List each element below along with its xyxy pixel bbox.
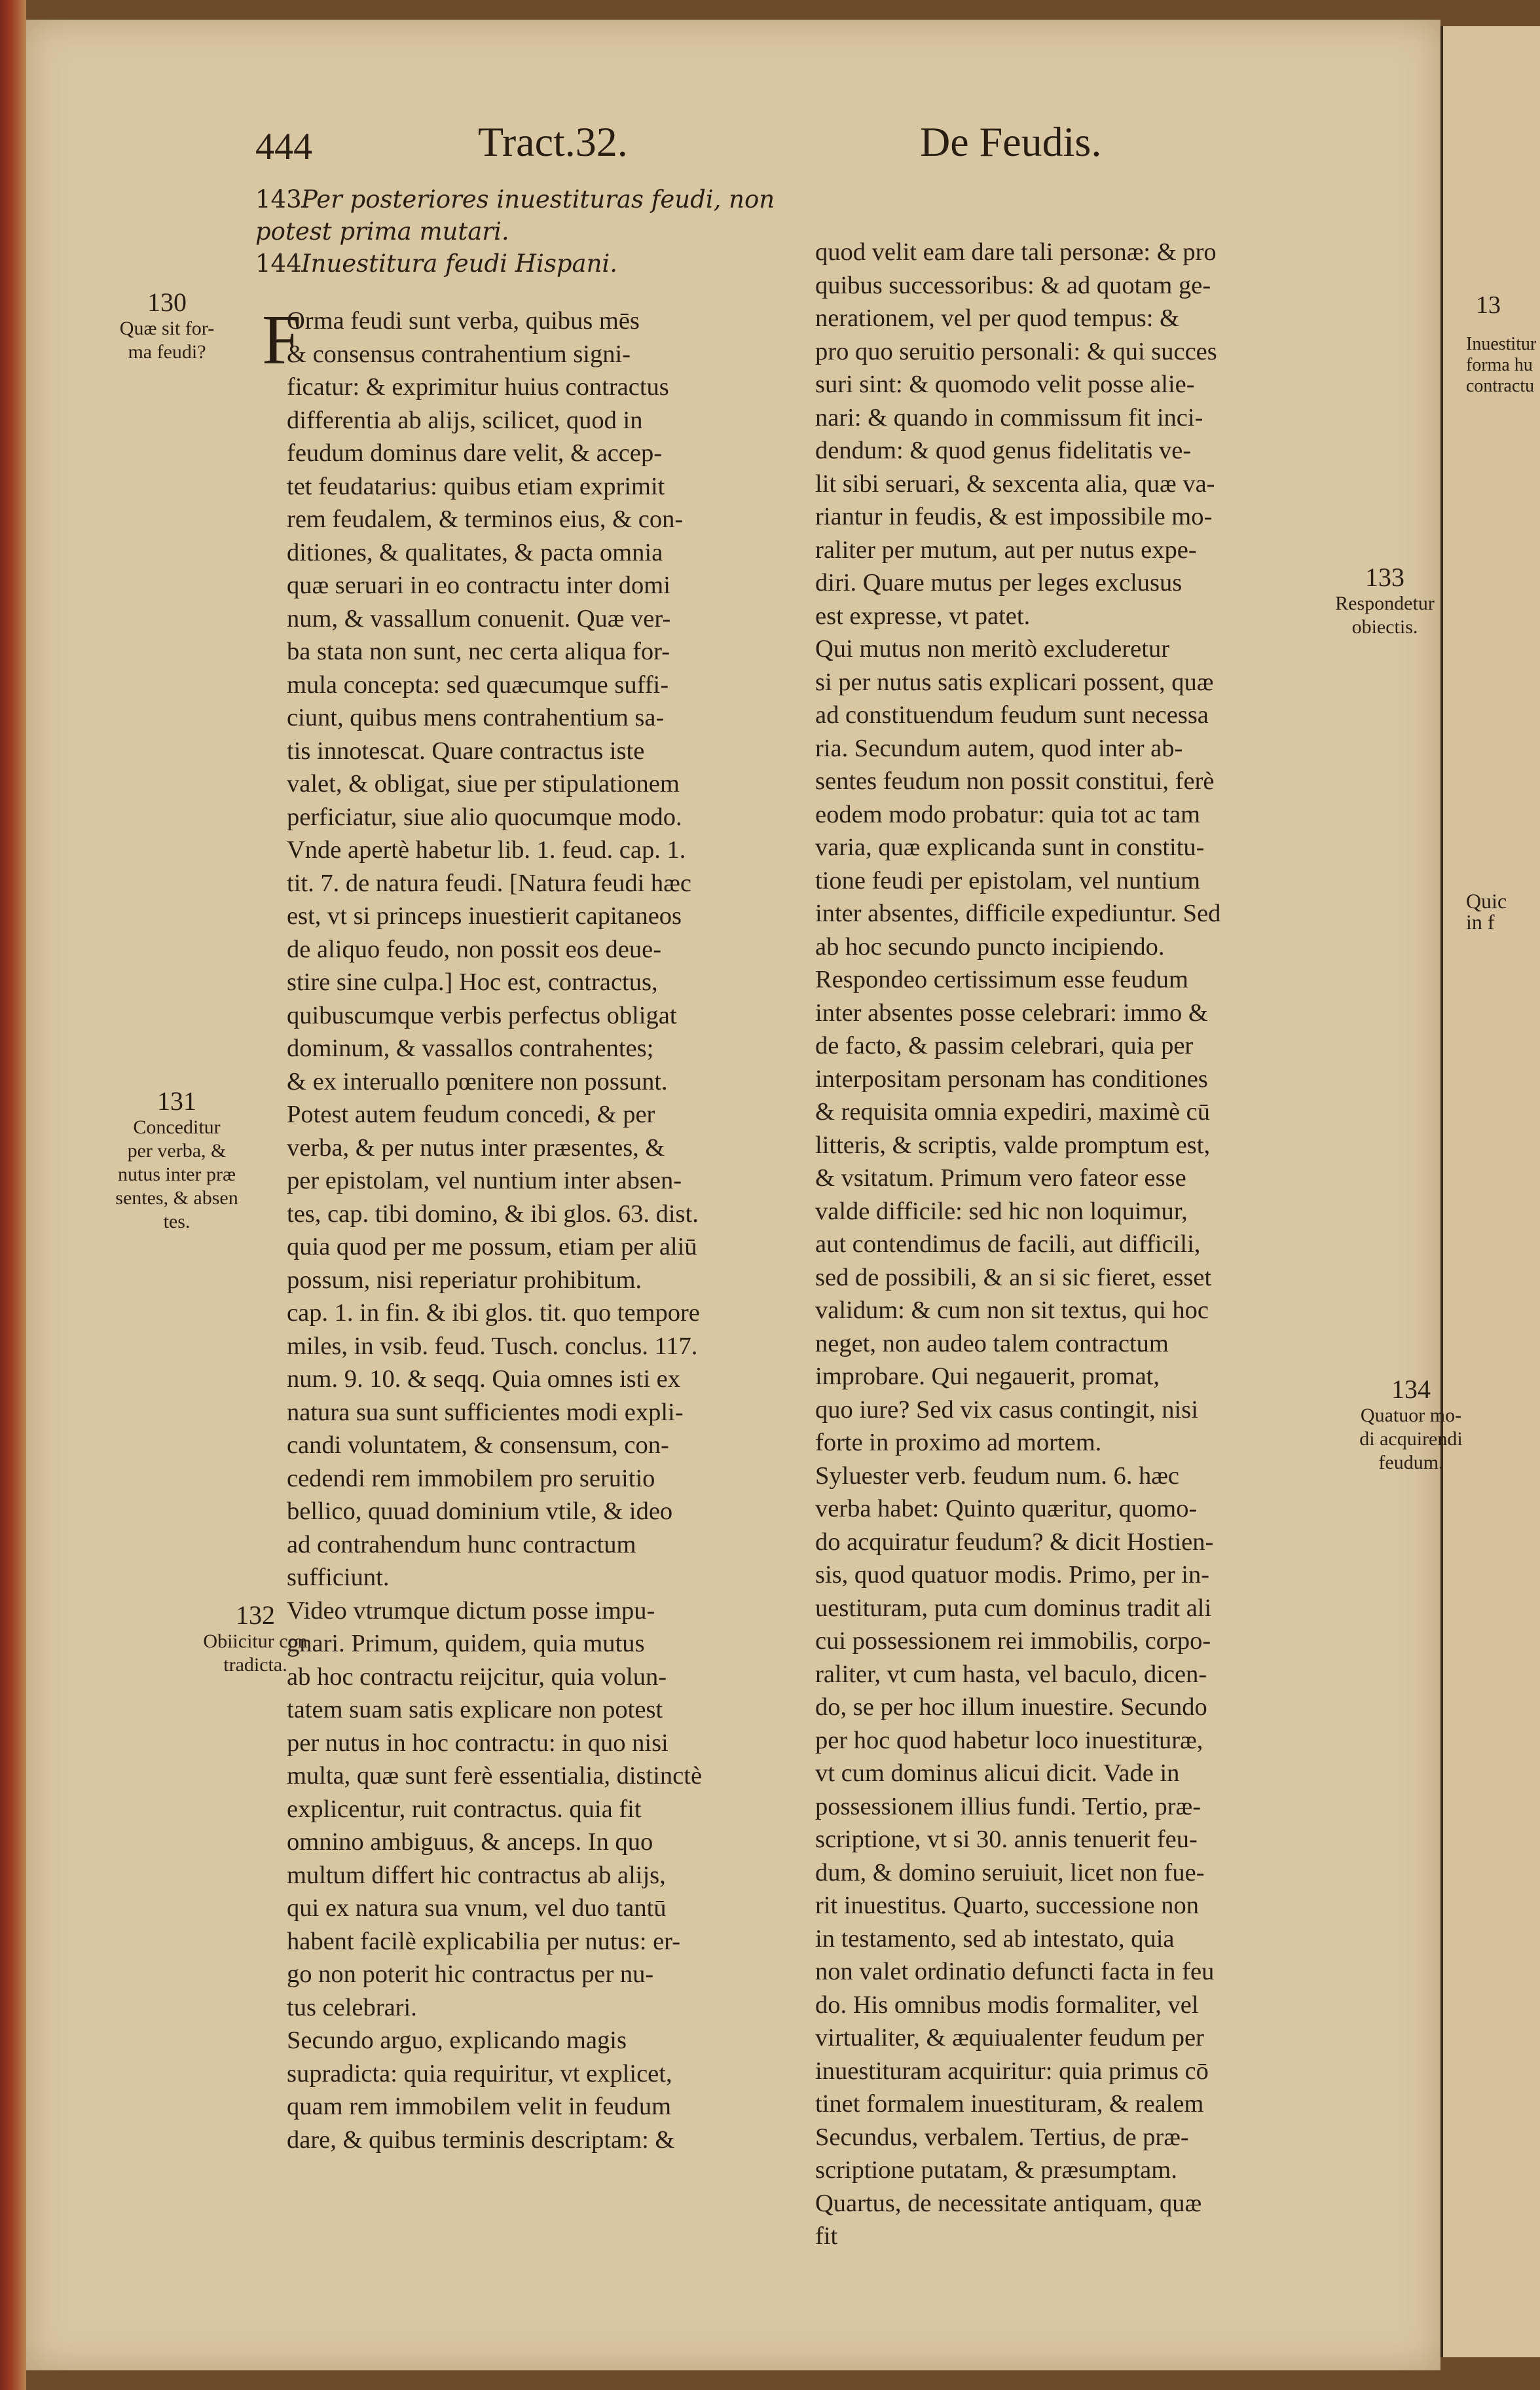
left-text-column <box>287 304 824 2156</box>
right-text-line: sis, quod quatuor modis. Primo, per in- <box>815 1561 1210 1589</box>
right-text-line: raliter, vt cum hasta, vel baculo, dicen- <box>815 1660 1207 1688</box>
right-text-line: diri. Quare mutus per leges exclusus <box>815 569 1182 597</box>
right-text-line: scriptione, vt si 30. annis tenuerit feu- <box>815 1826 1198 1853</box>
next-page-text-fragment: Quic in f <box>1466 889 1507 934</box>
left-text-line: quæ seruari in eo contractu inter domi <box>287 572 670 599</box>
left-text-line: Video vtrumque dictum posse impu- <box>287 1596 655 1625</box>
margin-note: 130 Quæ sit for- ma feudi? <box>119 287 215 363</box>
margin-note: 131 Conceditur per verba, & nutus inter præ sentes, & absen tes. <box>115 1086 238 1232</box>
right-text-line: Respondeo certissimum esse feudum <box>815 966 1188 993</box>
right-text-line: suri sint: & quomodo velit posse alie- <box>815 371 1195 398</box>
right-text-line: interpositam personam has conditiones <box>815 1065 1208 1093</box>
left-text-line: gnari. Primum, quidem, quia mutus <box>287 1630 645 1657</box>
right-text-line: dum, & domino seruiuit, licet non fue- <box>815 1858 1205 1886</box>
right-text-line: litteris, & scriptis, valde promptum est, <box>815 1131 1211 1159</box>
left-text-line: quam rem immobilem velit in feudum <box>287 2093 672 2120</box>
left-text-line: tatem suam satis explicare non potest <box>287 1696 663 1723</box>
treatise-title: Tract.32. <box>478 119 628 165</box>
right-text-line: verba habet: Quinto quæritur, quomo- <box>815 1495 1198 1522</box>
right-text-line: riantur in feudis, & est impossibile mo- <box>815 503 1213 530</box>
left-text-line: per nutus in hoc contractu: in quo nisi <box>287 1729 669 1757</box>
left-text-line: bellico, quuad dominium vtile, & ideo <box>287 1498 673 1525</box>
right-text-line: nari: & quando in commissum fit inci- <box>815 403 1203 432</box>
right-text-line: Qui mutus non meritò excluderetur <box>815 635 1170 663</box>
toc-item: 144Inuestitura feudi Hispani. <box>255 249 618 278</box>
left-text-line: go non poterit hic contractus per nu- <box>287 1960 654 1988</box>
left-text-line: tes, cap. tibi domino, & ibi glos. 63. dist. <box>287 1200 699 1228</box>
left-text-line: quia quod per me possum, etiam per aliū <box>287 1233 697 1260</box>
left-text-line: ba stata non sunt, nec certa aliqua for- <box>287 638 670 665</box>
left-text-line: candi voluntatem, & consensum, con- <box>287 1431 669 1459</box>
right-text-line: cui possessionem rei immobilis, corpo- <box>815 1627 1211 1655</box>
right-text-line: per hoc quod habetur loco inuestituræ, <box>815 1726 1203 1754</box>
right-text-line: possessionem illius fundi. Tertio, præ- <box>815 1792 1201 1820</box>
right-text-line: in testamento, sed ab intestato, quia <box>815 1924 1175 1953</box>
right-text-line: dendum: & quod genus fidelitatis ve- <box>815 437 1192 464</box>
right-text-line: fit <box>815 2222 838 2250</box>
right-text-line: est expresse, vt patet. <box>815 602 1031 630</box>
right-text-line: lit sibi seruari, & sexcenta alia, quæ va- <box>815 469 1215 498</box>
toc-item: 143Per posteriores inuestituras feudi, non potest prima mutari. <box>255 185 775 246</box>
left-text-line: dare, & quibus terminis descriptam: & <box>287 2125 675 2154</box>
right-text-line: validum: & cum non sit textus, qui hoc <box>815 1296 1209 1324</box>
right-text-line: ria. Secundum autem, quod inter ab- <box>815 734 1183 762</box>
right-text-line: sed de possibili, & an si sic fieret, esset <box>815 1263 1212 1291</box>
right-text-line: & vsitatum. Primum vero fateor esse <box>815 1164 1186 1192</box>
right-text-line: valde difficile: sed hic non loquimur, <box>815 1197 1188 1225</box>
right-text-line: tinet formalem inuestituram, & realem <box>815 2090 1204 2118</box>
right-text-line: inter absentes posse celebrari: immo & <box>815 999 1208 1027</box>
left-text-line: habent facilè explicabilia per nutus: er- <box>287 1927 681 1955</box>
left-text-line: ad contrahendum hunc contractum <box>287 1530 636 1558</box>
right-text-line: si per nutus satis explicari possent, quæ <box>815 668 1214 696</box>
right-text-line: varia, quæ explicanda sunt in constitu- <box>815 834 1205 861</box>
right-text-line: scriptione putatam, & præsumptam. <box>815 2156 1177 2184</box>
left-text-line: mula concepta: sed quæcumque suffi- <box>287 671 669 699</box>
left-text-line: differentia ab alijs, scilicet, quod in <box>287 406 643 434</box>
right-text-line: de facto, & passim celebrari, quia per <box>815 1032 1194 1059</box>
subject-title: De Feudis. <box>920 119 1102 165</box>
left-text-line: per epistolam, vel nuntium inter absen- <box>287 1167 682 1194</box>
right-text-line: quibus successoribus: & ad quotam ge- <box>815 271 1211 299</box>
left-text-line: rem feudalem, & terminos eius, & con- <box>287 506 684 533</box>
right-text-line: do acquiratur feudum? & dicit Hostien- <box>815 1528 1214 1556</box>
left-text-line: natura sua sunt sufficientes modi expli- <box>287 1398 684 1426</box>
left-text-line: num. 9. 10. & seqq. Quia omnes isti ex <box>287 1365 680 1393</box>
left-text-line: cedendi rem immobilem pro seruitio <box>287 1464 655 1492</box>
left-text-line: ditiones, & qualitates, & pacta omnia <box>287 538 663 566</box>
right-text-line: aut contendimus de facili, aut difficili, <box>815 1230 1201 1258</box>
right-text-line: quod velit eam dare tali personæ: & pro <box>815 238 1217 266</box>
left-text-line: verba, & per nutus inter præsentes, & <box>287 1133 665 1162</box>
margin-note: 133 Respondetur obiectis. <box>1335 562 1435 638</box>
left-text-line: valet, & obligat, siue per stipulationem <box>287 770 680 798</box>
right-text-line: rit inuestitus. Quarto, successione non <box>815 1892 1199 1919</box>
left-text-line: tis innotescat. Quare contractus iste <box>287 737 645 765</box>
right-text-line: ab hoc secundo puncto incipiendo. <box>815 932 1165 961</box>
right-text-line: improbare. Qui negauerit, promat, <box>815 1363 1160 1390</box>
right-text-column <box>815 236 1359 2253</box>
left-text-line: tus celebrari. <box>287 1993 417 2021</box>
right-text-line: do, se per hoc illum inuestire. Secundo <box>815 1693 1207 1721</box>
left-text-line: ficatur: & exprimitur huius contractus <box>287 373 669 401</box>
left-text-line: tit. 7. de natura feudi. [Natura feudi hæc <box>287 869 691 897</box>
page-number: 444 <box>255 125 312 168</box>
drop-cap: F <box>262 301 302 379</box>
right-text-line: eodem modo probatur: quia tot ac tam <box>815 800 1201 828</box>
left-text-line: ab hoc contractu reijcitur, quia volun- <box>287 1663 667 1691</box>
running-header <box>255 111 1107 170</box>
right-text-line: uestituram, puta cum dominus tradit ali <box>815 1594 1212 1622</box>
right-text-line: Secundus, verbalem. Tertius, de præ- <box>815 2123 1189 2151</box>
right-text-line: quo iure? Sed vix casus contingit, nisi <box>815 1395 1198 1424</box>
left-text-line: Orma feudi sunt verba, quibus mēs <box>287 307 640 335</box>
left-text-line: ciunt, quibus mens contrahentium sa- <box>287 704 665 731</box>
right-text-line: do. His omnibus modis formaliter, vel <box>815 1991 1199 2019</box>
right-text-line: nerationem, vel per quod tempus: & <box>815 304 1179 332</box>
right-text-line: non valet ordinatio defuncti facta in feu <box>815 1958 1215 1985</box>
right-text-line: sentes feudum non possit constitui, ferè <box>815 767 1215 795</box>
left-text-line: quibuscumque verbis perfectus obligat <box>287 1001 677 1029</box>
margin-note: 134 Quatuor mo- di acquirendi feudum. <box>1359 1374 1463 1473</box>
left-text-line: sufficiunt. <box>287 1564 390 1591</box>
left-text-line: feudum dominus dare velit, & accep- <box>287 439 663 467</box>
left-text-line: miles, in vsib. feud. Tusch. conclus. 117. <box>287 1332 698 1360</box>
left-text-line: possum, nisi reperiatur prohibitum. <box>287 1266 642 1294</box>
right-text-line: neget, non audeo talem contractum <box>815 1329 1169 1357</box>
right-text-line: tione feudi per epistolam, vel nuntium <box>815 866 1201 894</box>
right-text-line: inter absentes, difficile expediuntur. Sed <box>815 900 1221 927</box>
left-text-line: stire sine culpa.] Hoc est, contractus, <box>287 968 658 996</box>
left-text-line: explicentur, ruit contractus. quia fit <box>287 1795 642 1823</box>
left-text-line: multum differt hic contractus ab alijs, <box>287 1861 666 1889</box>
left-text-line: perficiatur, siue alio quocumque modo. <box>287 803 682 831</box>
right-text-line: vt cum dominus alicui dicit. Vade in <box>815 1759 1180 1787</box>
left-text-line: & ex interuallo pœnitere non possunt. <box>287 1067 668 1095</box>
right-text-line: forte in proximo ad mortem. <box>815 1429 1102 1456</box>
left-text-line: de aliquo feudo, non possit eos deue- <box>287 935 662 963</box>
right-text-line: & requisita omnia expediri, maximè cū <box>815 1098 1210 1126</box>
left-text-line: Potest autem feudum concedi, & per <box>287 1101 655 1128</box>
left-text-line: est, vt si princeps inuestierit capitaneos <box>287 902 682 930</box>
left-text-line: cap. 1. in fin. & ibi glos. tit. quo tempore <box>287 1299 700 1327</box>
left-text-line: dominum, & vassallos contrahentes; <box>287 1035 654 1062</box>
left-text-line: qui ex natura sua vnum, vel duo tantū <box>287 1894 667 1922</box>
left-text-line: num, & vassallum conuenit. Quæ ver- <box>287 604 671 633</box>
right-text-line: inuestituram acquiritur: quia primus cō <box>815 2057 1209 2085</box>
left-text-line: multa, quæ sunt ferè essentialia, distinctè <box>287 1762 703 1790</box>
right-text-line: ad constituendum feudum sunt necessa <box>815 701 1209 729</box>
next-page-number-fragment: 13 <box>1476 291 1501 319</box>
left-text-line: & consensus contrahentium signi- <box>287 340 631 368</box>
left-text-line: omnino ambiguus, & anceps. In quo <box>287 1828 653 1856</box>
right-text-line: pro quo seruitio personali: & qui succes <box>815 337 1217 365</box>
left-text-line: Vnde apertè habetur lib. 1. feud. cap. 1. <box>287 836 686 864</box>
next-page-margin-fragment: Inuestitur forma hu contractu <box>1466 334 1537 396</box>
left-text-line: tet feudatarius: quibus etiam exprimit <box>287 472 665 500</box>
right-text-line: raliter per mutum, aut per nutus expe- <box>815 536 1197 564</box>
left-text-line: supradicta: quia requiritur, vt explicet, <box>287 2059 672 2087</box>
left-text-line: Secundo arguo, explicando magis <box>287 2027 627 2054</box>
next-page-edge <box>1440 26 1540 2357</box>
right-text-line: Quartus, de necessitate antiquam, quæ <box>815 2189 1202 2217</box>
margin-note: 132 Obiicitur con tradicta. <box>203 1600 308 1676</box>
right-text-line: virtualiter, & æquiualenter feudum per <box>815 2024 1204 2051</box>
book-spine-edge <box>0 0 26 2390</box>
right-text-line: Syluester verb. feudum num. 6. hæc <box>815 1462 1180 1490</box>
